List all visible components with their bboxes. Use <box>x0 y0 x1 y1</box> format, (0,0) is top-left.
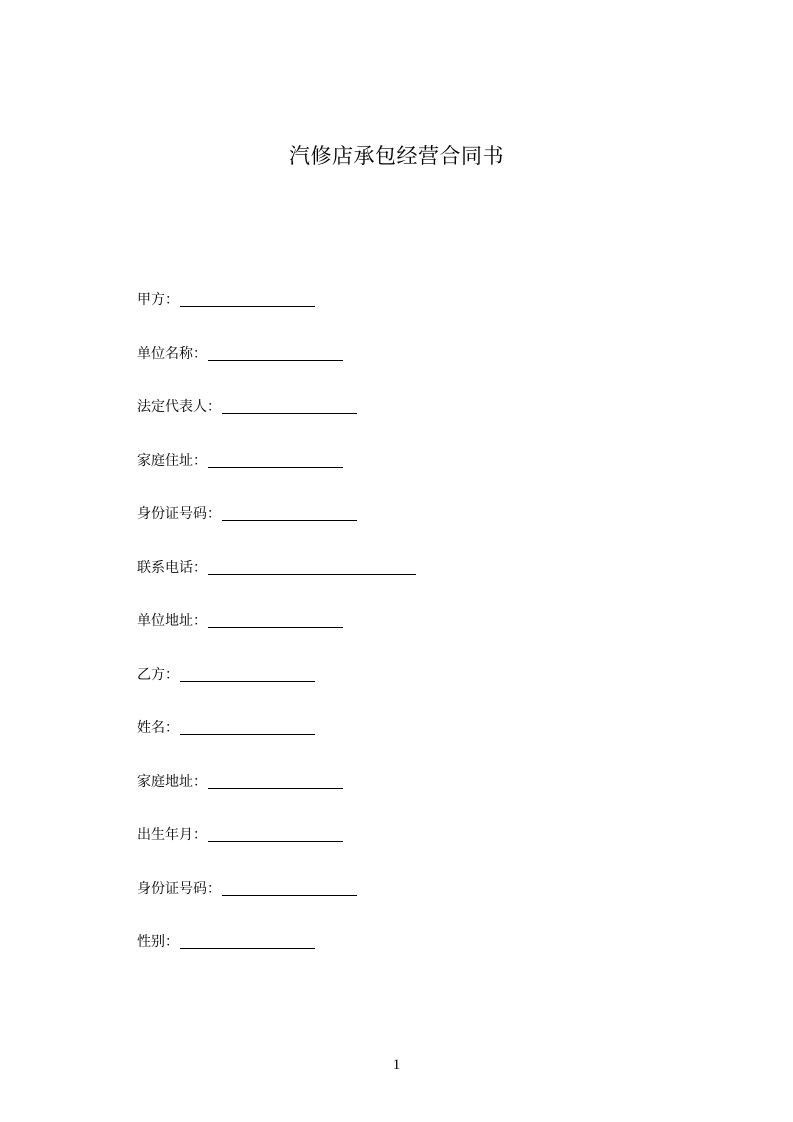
fill-in-blank <box>208 343 343 361</box>
fill-in-blank <box>222 503 357 521</box>
field-label: 姓名： <box>137 720 179 736</box>
fill-in-blank <box>208 610 343 628</box>
field-id-number-b <box>137 878 697 932</box>
fill-in-blank <box>180 664 315 682</box>
fill-in-blank <box>208 824 343 842</box>
field-label: 单位名称： <box>137 345 207 362</box>
field-label: 单位地址： <box>137 613 207 629</box>
field-company-name <box>137 343 697 397</box>
page-number: 1 <box>392 1057 401 1073</box>
field-company-address <box>137 610 697 664</box>
field-label: 法定代表人： <box>137 399 221 415</box>
field-label: 乙方： <box>137 666 179 683</box>
field-legal-representative <box>137 396 697 450</box>
fill-in-blank <box>180 289 315 307</box>
fill-in-blank <box>180 931 315 949</box>
fill-in-blank <box>208 557 416 575</box>
field-label: 家庭地址： <box>137 773 207 790</box>
field-gender <box>137 931 697 985</box>
field-label: 身份证号码： <box>137 506 221 522</box>
field-label: 联系电话： <box>137 559 207 576</box>
field-label: 甲方： <box>137 292 179 308</box>
field-home-residence <box>137 450 697 504</box>
field-label: 家庭住址： <box>137 452 207 469</box>
field-label: 身份证号码： <box>137 880 221 897</box>
fill-in-blank <box>222 878 357 896</box>
fill-in-blank <box>208 450 343 468</box>
field-id-number-a <box>137 503 697 557</box>
field-name <box>137 717 697 771</box>
document-title: 汽修店承包经营合同书 <box>289 144 504 168</box>
field-label: 性别： <box>137 934 179 950</box>
form-fields <box>137 289 697 985</box>
field-label: 出生年月： <box>137 827 207 843</box>
field-birth-date <box>137 824 697 878</box>
field-party-b <box>137 664 697 718</box>
field-home-address <box>137 771 697 825</box>
fill-in-blank <box>180 717 315 735</box>
fill-in-blank <box>208 771 343 789</box>
fill-in-blank <box>222 396 357 414</box>
field-party-a <box>137 289 697 343</box>
field-phone <box>137 557 697 611</box>
